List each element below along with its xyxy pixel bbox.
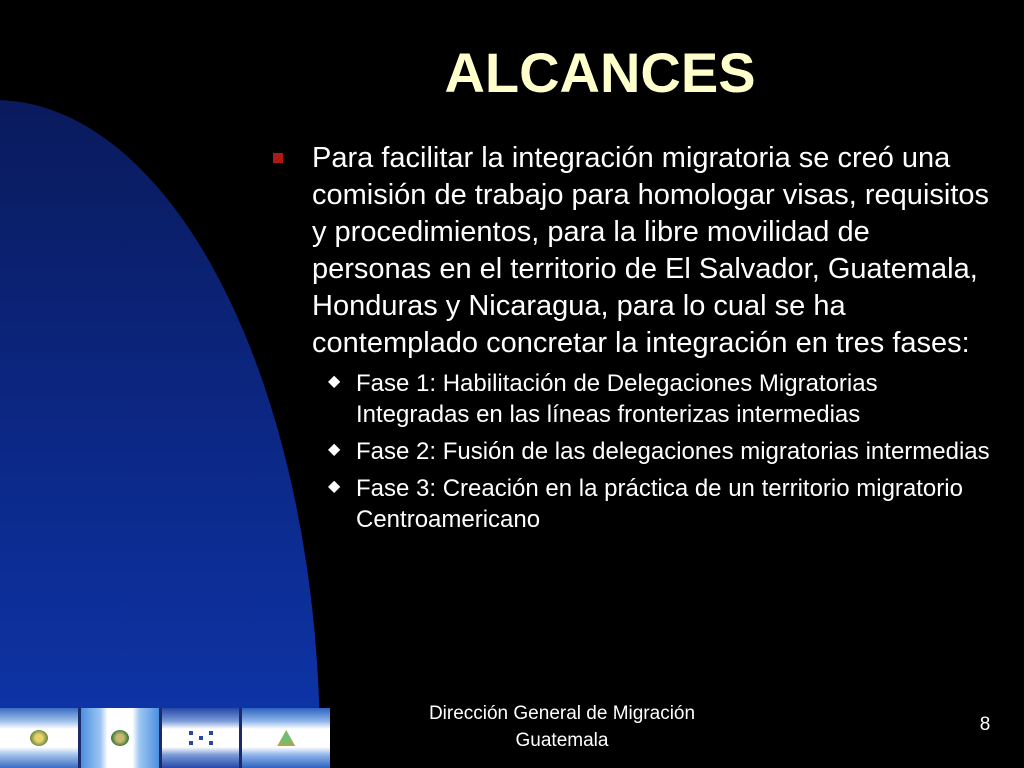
footer-line-2: Guatemala bbox=[515, 730, 609, 751]
el-salvador-flag-icon bbox=[0, 708, 78, 768]
sub-bullet-text: Fase 3: Creación en la práctica de un territorio migratorio Centroamericano bbox=[356, 475, 963, 533]
footer-line-1: Dirección General de Migración bbox=[428, 703, 696, 724]
diamond-bullet-icon: ◆ bbox=[328, 373, 341, 390]
sub-bullet-text: Fase 2: Fusión de las delegaciones migratorias intermedias bbox=[356, 438, 990, 465]
main-bullet bbox=[270, 140, 990, 362]
sub-bullet-item bbox=[270, 473, 990, 535]
triangle-emblem-icon bbox=[277, 730, 295, 746]
nicaragua-flag-icon bbox=[239, 708, 330, 768]
footer bbox=[412, 700, 712, 754]
coat-of-arms-icon bbox=[30, 730, 48, 746]
sub-bullet-item bbox=[270, 368, 990, 430]
honduras-flag-icon bbox=[159, 708, 240, 768]
diamond-bullet-icon: ◆ bbox=[328, 441, 341, 458]
guatemala-flag-icon bbox=[78, 708, 159, 768]
sub-bullet-list bbox=[270, 368, 990, 535]
flags-strip bbox=[0, 708, 330, 768]
coat-of-arms-icon bbox=[111, 730, 129, 746]
page-number: 8 bbox=[979, 714, 991, 735]
sub-bullet-item bbox=[270, 436, 990, 467]
stars-icon bbox=[189, 731, 213, 745]
main-bullet-text: Para facilitar la integración migratoria se creó una comisión de trabajo para homologar visas, requisitos y procedimientos, para la libre movilidad de personas en el territorio de El Salvador, Guatemala, Honduras y Nicaragua, para lo cual se ha contemplado concretar la integración en tres fases: bbox=[312, 142, 990, 359]
diamond-bullet-icon: ◆ bbox=[328, 478, 341, 495]
sub-bullet-text: Fase 1: Habilitación de Delegaciones Migratorias Integradas en las líneas fronterizas intermedias bbox=[356, 370, 878, 428]
square-bullet-icon bbox=[273, 153, 283, 163]
slide-title: ALCANCES bbox=[444, 41, 756, 104]
slide-content bbox=[270, 140, 990, 541]
